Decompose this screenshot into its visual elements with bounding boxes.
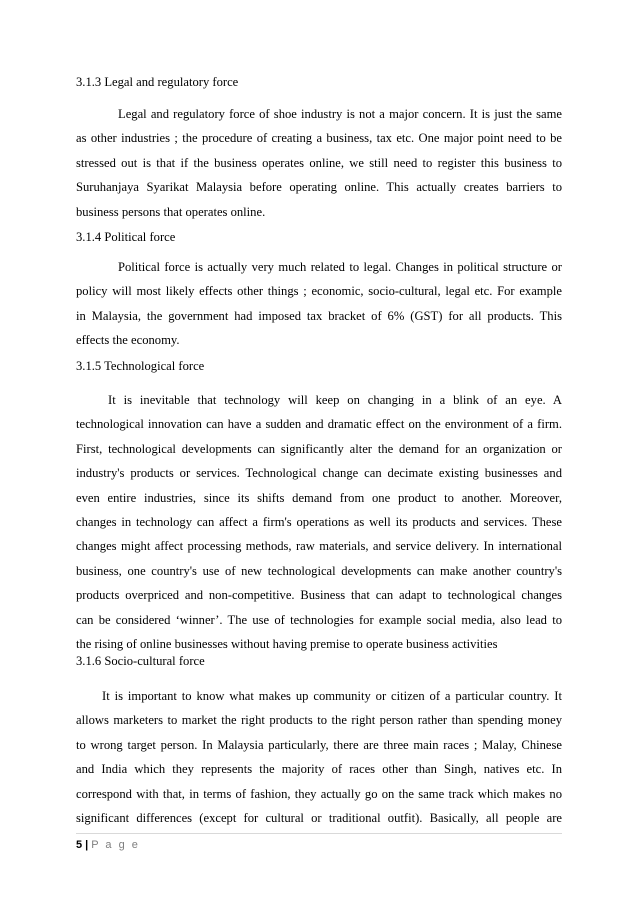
paragraph-line: allows marketers to market the right products to the right person rather than spending money bbox=[76, 713, 562, 728]
paragraph-line: stressed out is that if the business operates online, we still need to register this business to bbox=[76, 155, 562, 170]
page-label: P a g e bbox=[91, 839, 140, 851]
section-body-socio-cultural bbox=[76, 684, 562, 830]
paragraph-line: effects the economy. bbox=[76, 333, 180, 348]
paragraph-line: and India which they represents the majority of races other than Singh, natives etc. In bbox=[76, 762, 562, 777]
paragraph-line: can be considered ‘winner’. The use of technologies for example social media, also lead to bbox=[76, 612, 562, 627]
footer-divider bbox=[76, 833, 562, 834]
paragraph-line: Legal and regulatory force of shoe industry is not a major concern. It is just the same bbox=[118, 107, 562, 121]
section-heading-socio-cultural: 3.1.6 Socio-cultural force bbox=[76, 654, 205, 668]
paragraph-line: to wrong target person. In Malaysia particularly, there are three main races ; Malay, Chinese bbox=[76, 737, 562, 752]
page-number: 5 bbox=[76, 839, 83, 851]
paragraph-line: policy will most likely effects other things ; economic, socio-cultural, legal etc. For example bbox=[76, 284, 562, 299]
paragraph-line: First, technological developments can significantly alter the demand for an organization or bbox=[76, 441, 562, 456]
paragraph-line: Political force is actually very much related to legal. Changes in political structure or bbox=[118, 260, 562, 274]
paragraph-line: the rising of online businesses without having premise to operate business activities bbox=[76, 636, 498, 651]
paragraph-line: business, one country's use of new technological developments can make another country's bbox=[76, 563, 562, 578]
section-heading-technological: 3.1.5 Technological force bbox=[76, 359, 205, 373]
paragraph-line: changes in technology can affect a firm's operations as well its products and services. These bbox=[76, 514, 562, 529]
paragraph-line: changes might affect processing methods, raw materials, and service delivery. In international bbox=[76, 539, 562, 554]
section-heading-legal: 3.1.3 Legal and regulatory force bbox=[76, 75, 239, 89]
paragraph-line: as other industries ; the procedure of creating a business, tax etc. One major point need to be bbox=[76, 131, 562, 146]
section-heading-political: 3.1.4 Political force bbox=[76, 230, 176, 244]
paragraph-line: even entire industries, since its shifts demand from one product to another. Moreover, bbox=[76, 490, 562, 505]
paragraph-line: in Malaysia, the government had imposed tax bracket of 6% (GST) for all products. This bbox=[76, 308, 562, 323]
paragraph-line: products overpriced and non-competitive. Business that can adapt to technological changes bbox=[76, 588, 562, 603]
paragraph-line: It is important to know what makes up community or citizen of a particular country. It bbox=[102, 689, 562, 703]
paragraph-line: technological innovation can have a sudden and dramatic effect on the environment of a firm. bbox=[76, 417, 562, 432]
section-body-legal bbox=[76, 102, 562, 224]
paragraph-line: significant differences (except for cultural or traditional outfit). Basically, all people are bbox=[76, 810, 562, 825]
page-footer bbox=[76, 838, 140, 852]
paragraph-line: industry's products or services. Technological change can decimate existing businesses and bbox=[76, 466, 562, 481]
section-body-political bbox=[76, 255, 562, 353]
footer-separator: | bbox=[85, 839, 89, 851]
paragraph-line: correspond with that, in terms of fashion, they actually go on the same track which makes no bbox=[76, 786, 562, 801]
section-body-technological bbox=[76, 388, 562, 656]
paragraph-line: Suruhanjaya Syarikat Malaysia before operating online. This actually creates barriers to bbox=[76, 180, 562, 195]
paragraph-line: business persons that operates online. bbox=[76, 204, 266, 219]
paragraph-line: It is inevitable that technology will keep on changing in a blink of an eye. A bbox=[108, 393, 562, 407]
